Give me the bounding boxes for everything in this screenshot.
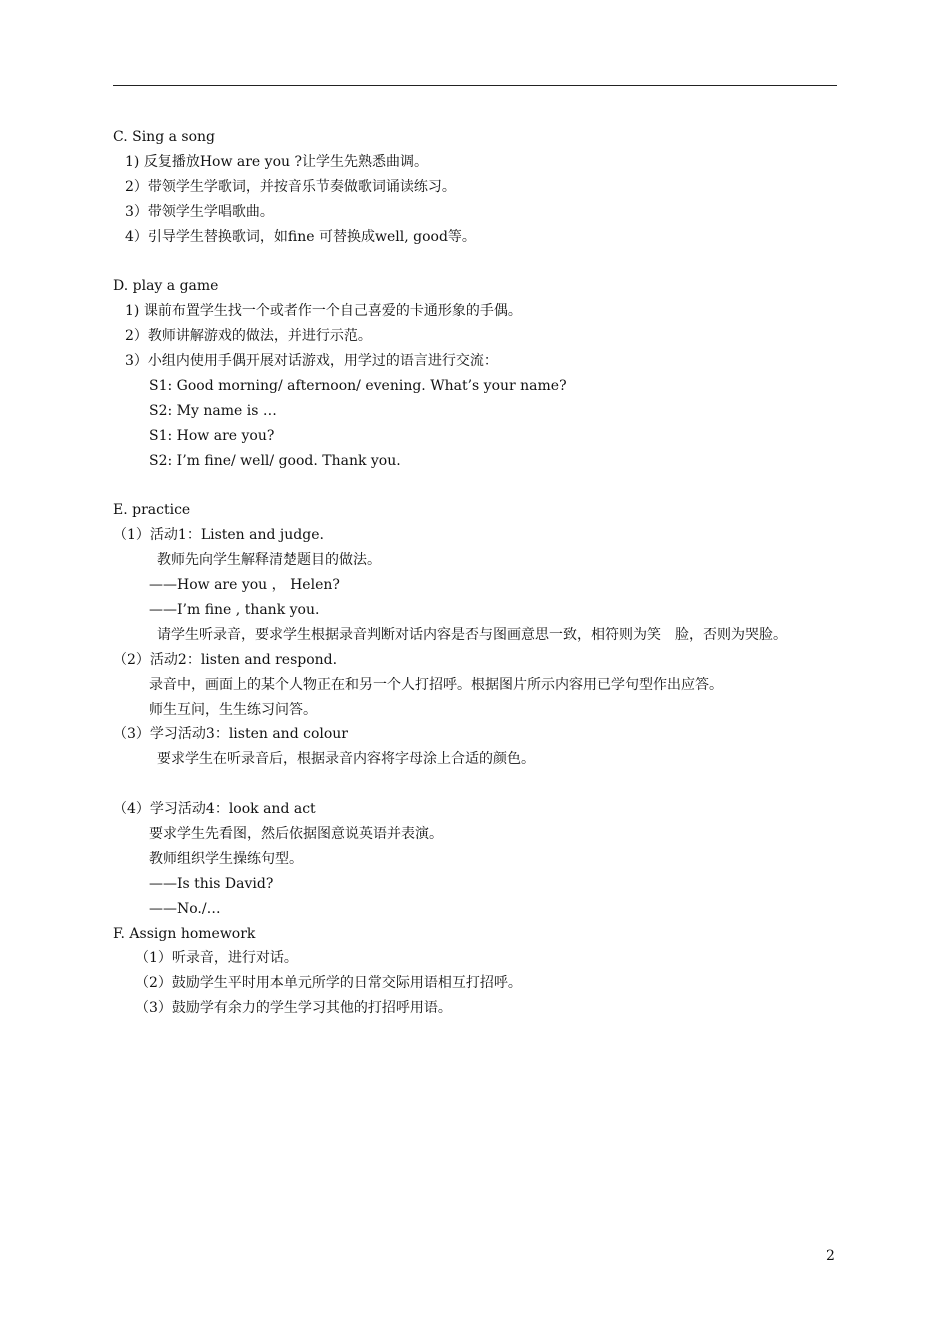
activity-4-desc2: 教师组织学生操练句型。 (149, 850, 303, 867)
list-item: 1) 反复播放How are you ?让学生先熟悉曲调。 (125, 153, 428, 170)
activity-3-title: （3）学习活动3：listen and colour (113, 726, 348, 743)
activity-4-desc: 要求学生先看图，然后依据图意说英语并表演。 (149, 825, 443, 842)
list-item: 4）引导学生替换歌词，如fine 可替换成well, good等。 (125, 228, 476, 245)
activity-3-desc: 要求学生在听录音后，根据录音内容将字母涂上合适的颜色。 (157, 751, 535, 768)
list-item: （1）听录音，进行对话。 (135, 950, 298, 967)
dialogue-line: S2: I’m fine/ well/ good. Thank you. (149, 452, 401, 469)
activity-2-desc: 录音中，画面上的某个人物正在和另一个人打招呼。根据图片所示内容用已学句型作出应答。 (149, 676, 723, 693)
activity-1-instructions: 请学生听录音，要求学生根据录音判断对话内容是否与图画意思一致，相符则为笑 脸，否则为哭脸。 (157, 626, 787, 643)
list-item: 3）带领学生学唱歌曲。 (125, 203, 274, 220)
list-item: 3）小组内使用手偶开展对话游戏，用学过的语言进行交流： (125, 353, 498, 370)
activity-1-desc: 教师先向学生解释清楚题目的做法。 (157, 552, 381, 569)
section-d-heading: D. play a game (113, 278, 219, 295)
dialogue-line: ——I’m fine , thank you. (149, 601, 320, 618)
activity-2-desc2: 师生互问，生生练习问答。 (149, 701, 317, 718)
list-item: （3）鼓励学有余力的学生学习其他的打招呼用语。 (135, 1000, 452, 1017)
list-item: 2）带领学生学歌词，并按音乐节奏做歌词诵读练习。 (125, 178, 456, 195)
dialogue-line: S1: How are you? (149, 427, 275, 444)
activity-2-title: （2）活动2：listen and respond. (113, 651, 338, 668)
section-f-heading: F. Assign homework (113, 925, 256, 942)
section-e-heading: E. practice (113, 502, 191, 519)
dialogue-line: S1: Good morning/ afternoon/ evening. What’s your name? (149, 377, 567, 394)
dialogue-line: S2: My name is … (149, 402, 277, 419)
list-item: （2）鼓励学生平时用本单元所学的日常交际用语相互打招呼。 (135, 975, 522, 992)
document-body (113, 125, 837, 1021)
dialogue-line: ——How are you ， Helen? (149, 577, 340, 594)
activity-1-title: （1）活动1：Listen and judge. (113, 527, 324, 544)
page-number: 2 (826, 1248, 835, 1264)
dialogue-line: ——Is this David? (149, 875, 274, 892)
header-rule (113, 85, 837, 86)
activity-4-title: （4）学习活动4：look and act (113, 801, 316, 818)
dialogue-line: ——No./… (149, 900, 221, 917)
list-item: 1) 课前布置学生找一个或者作一个自己喜爱的卡通形象的手偶。 (125, 303, 522, 320)
list-item: 2）教师讲解游戏的做法，并进行示范。 (125, 328, 372, 345)
section-c-heading: C. Sing a song (113, 129, 215, 145)
